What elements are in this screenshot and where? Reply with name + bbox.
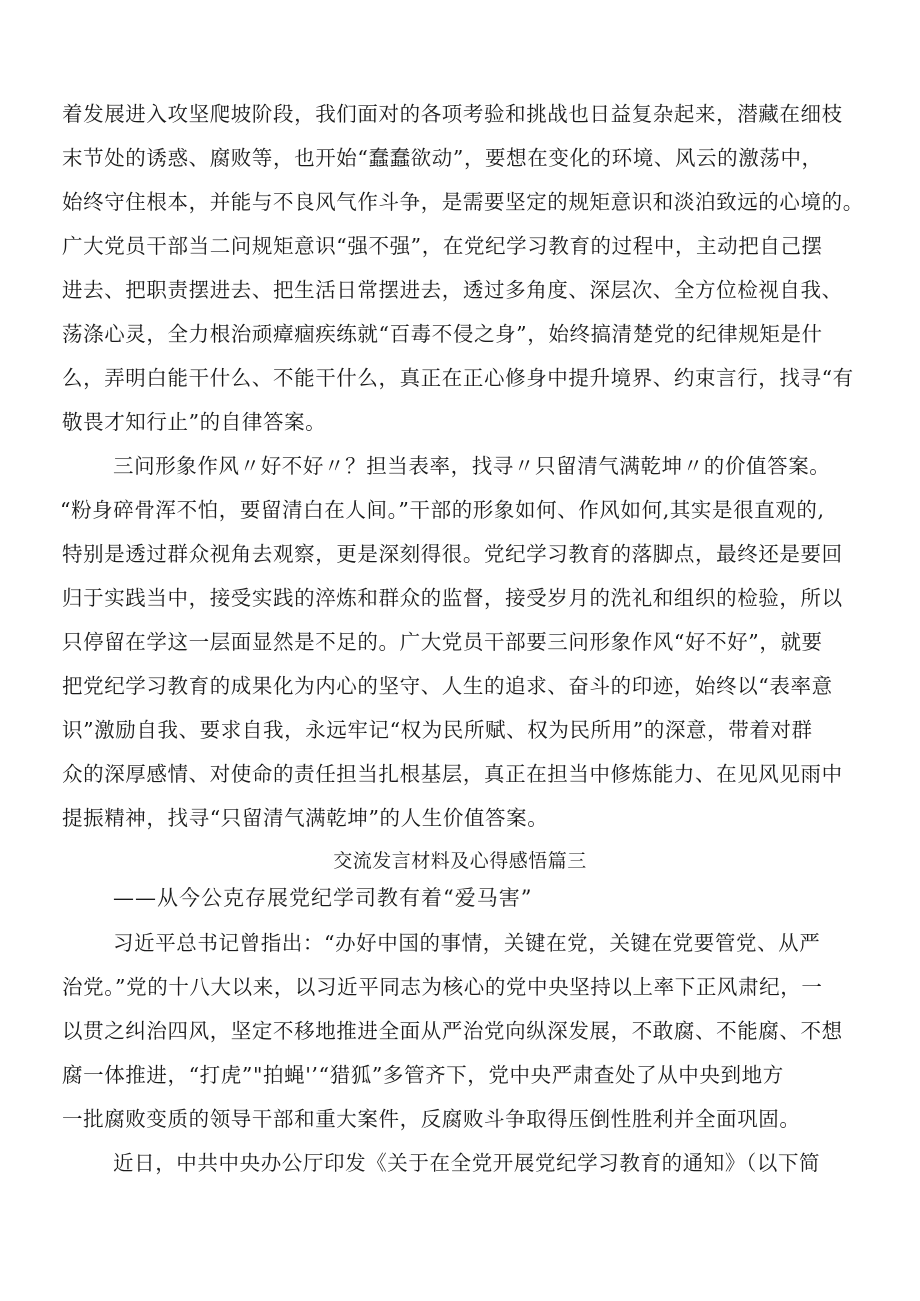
paragraph-first-line: 习近平总书记曾指出：“办好中国的事情，关键在党，关键在党要管党、从严 bbox=[113, 931, 821, 955]
paragraph-first-line: 近日，中共中央办公厅印发《关于在全党开展党纪学习教育的通知》（以下简 bbox=[113, 1151, 821, 1175]
text-line: 众的深厚感情、对使命的责任担当扎根基层，真正在担当中修炼能力、在见风见雨中 bbox=[62, 762, 843, 786]
text-line: 只停留在学这一层面显然是不足的。广大党员干部要三问形象作风“好不好”，就要 bbox=[62, 630, 823, 654]
text-line: 荡涤心灵，全力根治顽瘴痼疾练就“百毒不侵之身”，始终搞清楚党的纪律规矩是什 bbox=[62, 322, 823, 346]
paragraph-first-line: 三问形象作风〃好不好〃？担当表率，找寻〃只留清气满乾坤〃的价值答案。 bbox=[113, 454, 831, 478]
text-line: 特别是透过群众视角去观察，更是深刻得很。党纪学习教育的落脚点，最终还是要回 bbox=[62, 542, 843, 566]
text-line: 末节处的诱惑、腐败等，也开始“蠢蠢欲动”，要想在变化的环境、风云的激荡中， bbox=[62, 146, 823, 170]
text-line: 进去、把职责摆进去、把生活日常摆进去，透过多角度、深层次、全方位检视自我、 bbox=[62, 278, 843, 302]
text-line: 着发展进入攻坚爬坡阶段，我们面对的各项考验和挑战也日益复杂起来，潜藏在细枝 bbox=[62, 102, 843, 126]
text-line: 提振精神，找寻“只留清气满乾坤”的人生价值答案。 bbox=[62, 806, 549, 830]
text-line: 腐一体推进，“打虎”"拍蝇'’“猎狐”多管齐下，党中央严肃查处了从中央到地方 bbox=[62, 1063, 784, 1087]
text-line: 一批腐败变质的领导干部和重大案件，反腐败斗争取得压倒性胜利并全面巩固。 bbox=[62, 1107, 801, 1131]
text-line: 敬畏才知行止”的自律答案。 bbox=[62, 410, 327, 434]
text-line: 么，弄明白能干什么、不能干什么，真正在正心修身中提升境界、约束言行，找寻“有 bbox=[62, 366, 854, 390]
section-title: 交流发言材料及心得感悟篇三 bbox=[333, 850, 587, 872]
text-line: 把党纪学习教育的成果化为内心的坚守、人生的追求、奋斗的印迹，始终以“表率意 bbox=[62, 674, 833, 698]
text-line: 归于实践当中，接受实践的淬炼和群众的监督，接受岁月的洗礼和组织的检验，所以 bbox=[62, 586, 843, 610]
text-line: 识”激励自我、要求自我，永远牢记“权为民所赋、权为民所用”的深意，带着对群 bbox=[62, 718, 813, 742]
text-line: 始终守住根本，并能与不良风气作斗争，是需要坚定的规矩意识和淡泊致远的心境的。 bbox=[62, 190, 864, 214]
section-subtitle: ——从今公克存展党纪学司教有着“爱马害” bbox=[113, 886, 533, 910]
text-line: “粉身碎骨浑不怕，要留清白在人间。”干部的形象如何、作风如何,其实是很直观的, bbox=[60, 498, 825, 522]
text-line: 以贯之纠治四风，坚定不移地推进全面从严治党向纵深发展，不敢腐、不能腐、不想 bbox=[62, 1019, 843, 1043]
text-line: 治党。”党的十八大以来，以习近平同志为核心的党中央坚持以上率下正风肃纪，一 bbox=[62, 975, 823, 999]
text-line: 广大党员干部当二问规矩意识“强不强”，在党纪学习教育的过程中，主动把自己摆 bbox=[62, 234, 823, 258]
